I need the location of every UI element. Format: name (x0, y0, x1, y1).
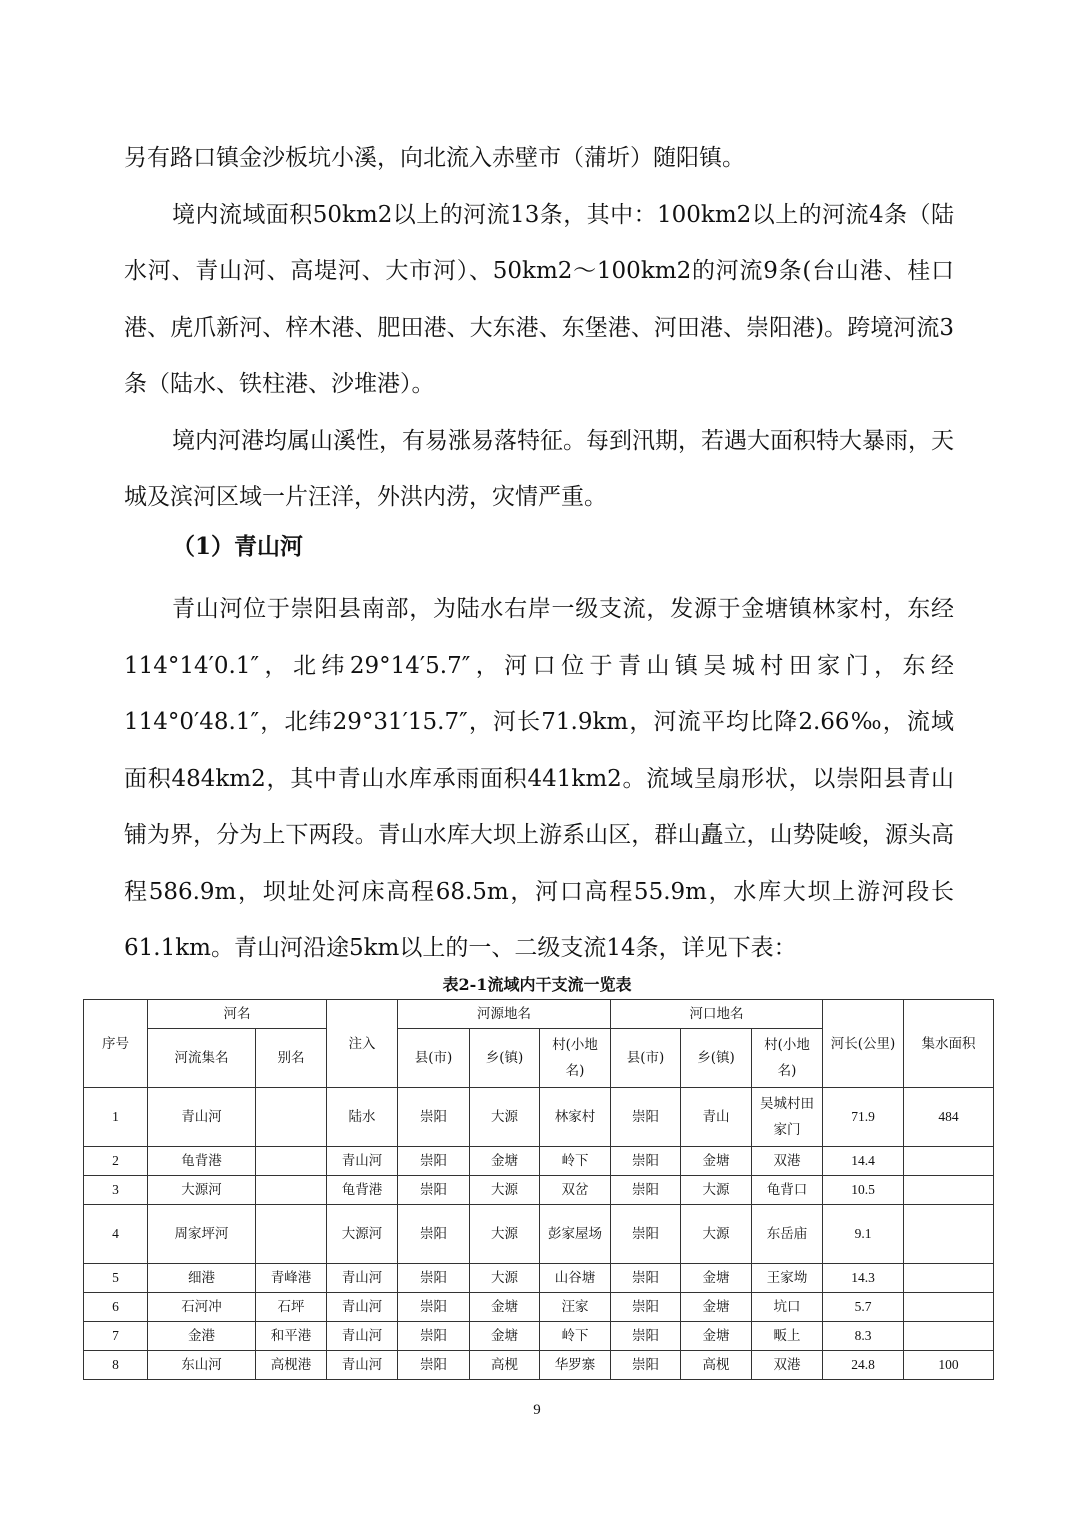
cell-source-township: 大源 (470, 1176, 540, 1205)
cell-mouth-township: 青山 (681, 1088, 752, 1147)
cell-river-name: 龟背港 (148, 1147, 256, 1176)
table-caption: 表2-1流域内干支流一览表 (442, 975, 632, 994)
river-table (83, 999, 994, 1380)
header-source-township: 乡(镇) (470, 1029, 540, 1088)
cell-source-village: 岭下 (540, 1147, 611, 1176)
cell-length: 8.3 (823, 1322, 904, 1351)
cell-seq: 1 (84, 1088, 148, 1147)
cell-source-county: 崇阳 (398, 1147, 470, 1176)
cell-area: 100 (904, 1351, 994, 1380)
cell-flows-into: 青山河 (327, 1264, 398, 1293)
header-river-name: 河流集名 (148, 1029, 256, 1088)
cell-source-township: 金塘 (470, 1322, 540, 1351)
cell-river-name: 大源河 (148, 1176, 256, 1205)
cell-alias (256, 1147, 327, 1176)
cell-river-name: 周家坪河 (148, 1205, 256, 1264)
cell-source-township: 大源 (470, 1264, 540, 1293)
cell-seq: 3 (84, 1176, 148, 1205)
body-text-upper (124, 130, 954, 526)
cell-mouth-county: 崇阳 (611, 1293, 681, 1322)
table-row (84, 1205, 994, 1264)
cell-length: 14.3 (823, 1264, 904, 1293)
cell-area (904, 1147, 994, 1176)
cell-river-name: 青山河 (148, 1088, 256, 1147)
cell-mouth-village: 双港 (752, 1147, 823, 1176)
cell-mouth-village: 畈上 (752, 1322, 823, 1351)
header-source-group: 河源地名 (398, 1000, 611, 1029)
header-mouth-group: 河口地名 (611, 1000, 823, 1029)
cell-area: 484 (904, 1088, 994, 1147)
cell-mouth-county: 崇阳 (611, 1205, 681, 1264)
header-flows-into: 注入 (327, 1000, 398, 1088)
section-heading: （1）青山河 (172, 533, 304, 560)
header-source-county: 县(市) (398, 1029, 470, 1088)
paragraph-flood-feature: 境内河港均属山溪性，有易涨易落特征。每到汛期，若遇大面积特大暴雨，天城及滨河区域一片汪洋，外洪内涝，灾情严重。 (124, 427, 954, 510)
cell-seq: 5 (84, 1264, 148, 1293)
cell-mouth-village: 坑口 (752, 1293, 823, 1322)
cell-source-county: 崇阳 (398, 1322, 470, 1351)
cell-source-county: 崇阳 (398, 1351, 470, 1380)
cell-source-township: 大源 (470, 1088, 540, 1147)
cell-alias: 青峰港 (256, 1264, 327, 1293)
table-row (84, 1293, 994, 1322)
header-mouth-village: 村(小地名) (752, 1029, 823, 1088)
cell-alias: 高枧港 (256, 1351, 327, 1380)
table-row (84, 1088, 994, 1147)
table-row (84, 1147, 994, 1176)
cell-alias: 石坪 (256, 1293, 327, 1322)
cell-source-township: 高枧 (470, 1351, 540, 1380)
cell-alias (256, 1205, 327, 1264)
cell-river-name: 东山河 (148, 1351, 256, 1380)
cell-mouth-township: 大源 (681, 1205, 752, 1264)
header-source-village: 村(小地名) (540, 1029, 611, 1088)
cell-source-township: 金塘 (470, 1147, 540, 1176)
cell-flows-into: 大源河 (327, 1205, 398, 1264)
cell-flows-into: 龟背港 (327, 1176, 398, 1205)
cell-river-name: 金港 (148, 1322, 256, 1351)
cell-river-name: 石河冲 (148, 1293, 256, 1322)
cell-source-county: 崇阳 (398, 1176, 470, 1205)
cell-mouth-county: 崇阳 (611, 1264, 681, 1293)
cell-length: 24.8 (823, 1351, 904, 1380)
cell-mouth-village: 双港 (752, 1351, 823, 1380)
header-mouth-township: 乡(镇) (681, 1029, 752, 1088)
cell-area (904, 1205, 994, 1264)
cell-alias: 和平港 (256, 1322, 327, 1351)
cell-area (904, 1264, 994, 1293)
cell-mouth-township: 金塘 (681, 1322, 752, 1351)
cell-mouth-village: 王家坳 (752, 1264, 823, 1293)
cell-area (904, 1293, 994, 1322)
cell-seq: 8 (84, 1351, 148, 1380)
cell-flows-into: 青山河 (327, 1351, 398, 1380)
cell-mouth-township: 大源 (681, 1176, 752, 1205)
cell-area (904, 1322, 994, 1351)
table-header-row (84, 1000, 994, 1029)
table-row (84, 1351, 994, 1380)
header-alias: 别名 (256, 1029, 327, 1088)
header-river-group: 河名 (148, 1000, 327, 1029)
header-mouth-county: 县(市) (611, 1029, 681, 1088)
cell-mouth-village: 东岳庙 (752, 1205, 823, 1264)
cell-mouth-county: 崇阳 (611, 1351, 681, 1380)
body-text-lower (124, 581, 954, 977)
cell-flows-into: 青山河 (327, 1147, 398, 1176)
cell-flows-into: 青山河 (327, 1322, 398, 1351)
cell-length: 71.9 (823, 1088, 904, 1147)
cell-source-village: 岭下 (540, 1322, 611, 1351)
cell-area (904, 1176, 994, 1205)
table-row (84, 1264, 994, 1293)
cell-mouth-village: 吴城村田家门 (752, 1088, 823, 1147)
cell-mouth-county: 崇阳 (611, 1088, 681, 1147)
cell-alias (256, 1176, 327, 1205)
cell-length: 5.7 (823, 1293, 904, 1322)
cell-mouth-county: 崇阳 (611, 1147, 681, 1176)
table-row (84, 1176, 994, 1205)
cell-seq: 4 (84, 1205, 148, 1264)
cell-source-township: 大源 (470, 1205, 540, 1264)
paragraph-continuation: 另有路口镇金沙板坑小溪，向北流入赤壁市（蒲圻）随阳镇。 (124, 145, 745, 171)
page-number: 9 (533, 1402, 541, 1418)
cell-source-county: 崇阳 (398, 1088, 470, 1147)
cell-length: 14.4 (823, 1147, 904, 1176)
cell-seq: 6 (84, 1293, 148, 1322)
cell-source-county: 崇阳 (398, 1205, 470, 1264)
header-length: 河长(公里) (823, 1000, 904, 1088)
cell-mouth-township: 高枧 (681, 1351, 752, 1380)
cell-alias (256, 1088, 327, 1147)
paragraph-qingshan-river: 青山河位于崇阳县南部，为陆水右岸一级支流，发源于金塘镇林家村，东经114°14′0.1″，北纬29°14′5.7″，河口位于青山镇吴城村田家门，东经114°0′48.1″，北纬29°31′15.7″，河长71.9km，河流平均比降2.66‰，流域面积484km2，其中青山水库承雨面积441km2。流域呈扇形状，以崇阳县青山铺为界，分为上下两段。青山水库大坝上游系山区，群山矗立，山势陡峻，源头高程586.9m，坝址处河床高程68.5m，河口高程55.9m，水库大坝上游河段长61.1km。青山河沿途5km以上的一、二级支流14条，详见下表： (124, 596, 954, 961)
cell-mouth-village: 龟背口 (752, 1176, 823, 1205)
paragraph-river-count: 境内流域面积50km2以上的河流13条，其中：100km2以上的河流4条（陆水河、青山河、高堤河、大市河）、50km2～100km2的河流9条(台山港、桂口港、虎爪新河、梓木港、肥田港、大东港、东堡港、河田港、崇阳港)。跨境河流3条（陆水、铁柱港、沙堆港）。 (124, 201, 954, 397)
cell-source-village: 双岔 (540, 1176, 611, 1205)
cell-mouth-county: 崇阳 (611, 1322, 681, 1351)
cell-source-village: 彭家屋场 (540, 1205, 611, 1264)
cell-mouth-county: 崇阳 (611, 1176, 681, 1205)
cell-mouth-township: 金塘 (681, 1264, 752, 1293)
cell-mouth-township: 金塘 (681, 1147, 752, 1176)
table-row (84, 1322, 994, 1351)
cell-length: 10.5 (823, 1176, 904, 1205)
header-area: 集水面积 (904, 1000, 994, 1088)
cell-source-village: 林家村 (540, 1088, 611, 1147)
cell-source-village: 华罗寨 (540, 1351, 611, 1380)
cell-source-county: 崇阳 (398, 1264, 470, 1293)
cell-flows-into: 陆水 (327, 1088, 398, 1147)
cell-length: 9.1 (823, 1205, 904, 1264)
cell-mouth-township: 金塘 (681, 1293, 752, 1322)
cell-flows-into: 青山河 (327, 1293, 398, 1322)
cell-river-name: 细港 (148, 1264, 256, 1293)
cell-seq: 2 (84, 1147, 148, 1176)
cell-source-village: 山谷塘 (540, 1264, 611, 1293)
header-seq: 序号 (84, 1000, 148, 1088)
cell-source-village: 汪家 (540, 1293, 611, 1322)
cell-seq: 7 (84, 1322, 148, 1351)
cell-source-township: 金塘 (470, 1293, 540, 1322)
cell-source-county: 崇阳 (398, 1293, 470, 1322)
